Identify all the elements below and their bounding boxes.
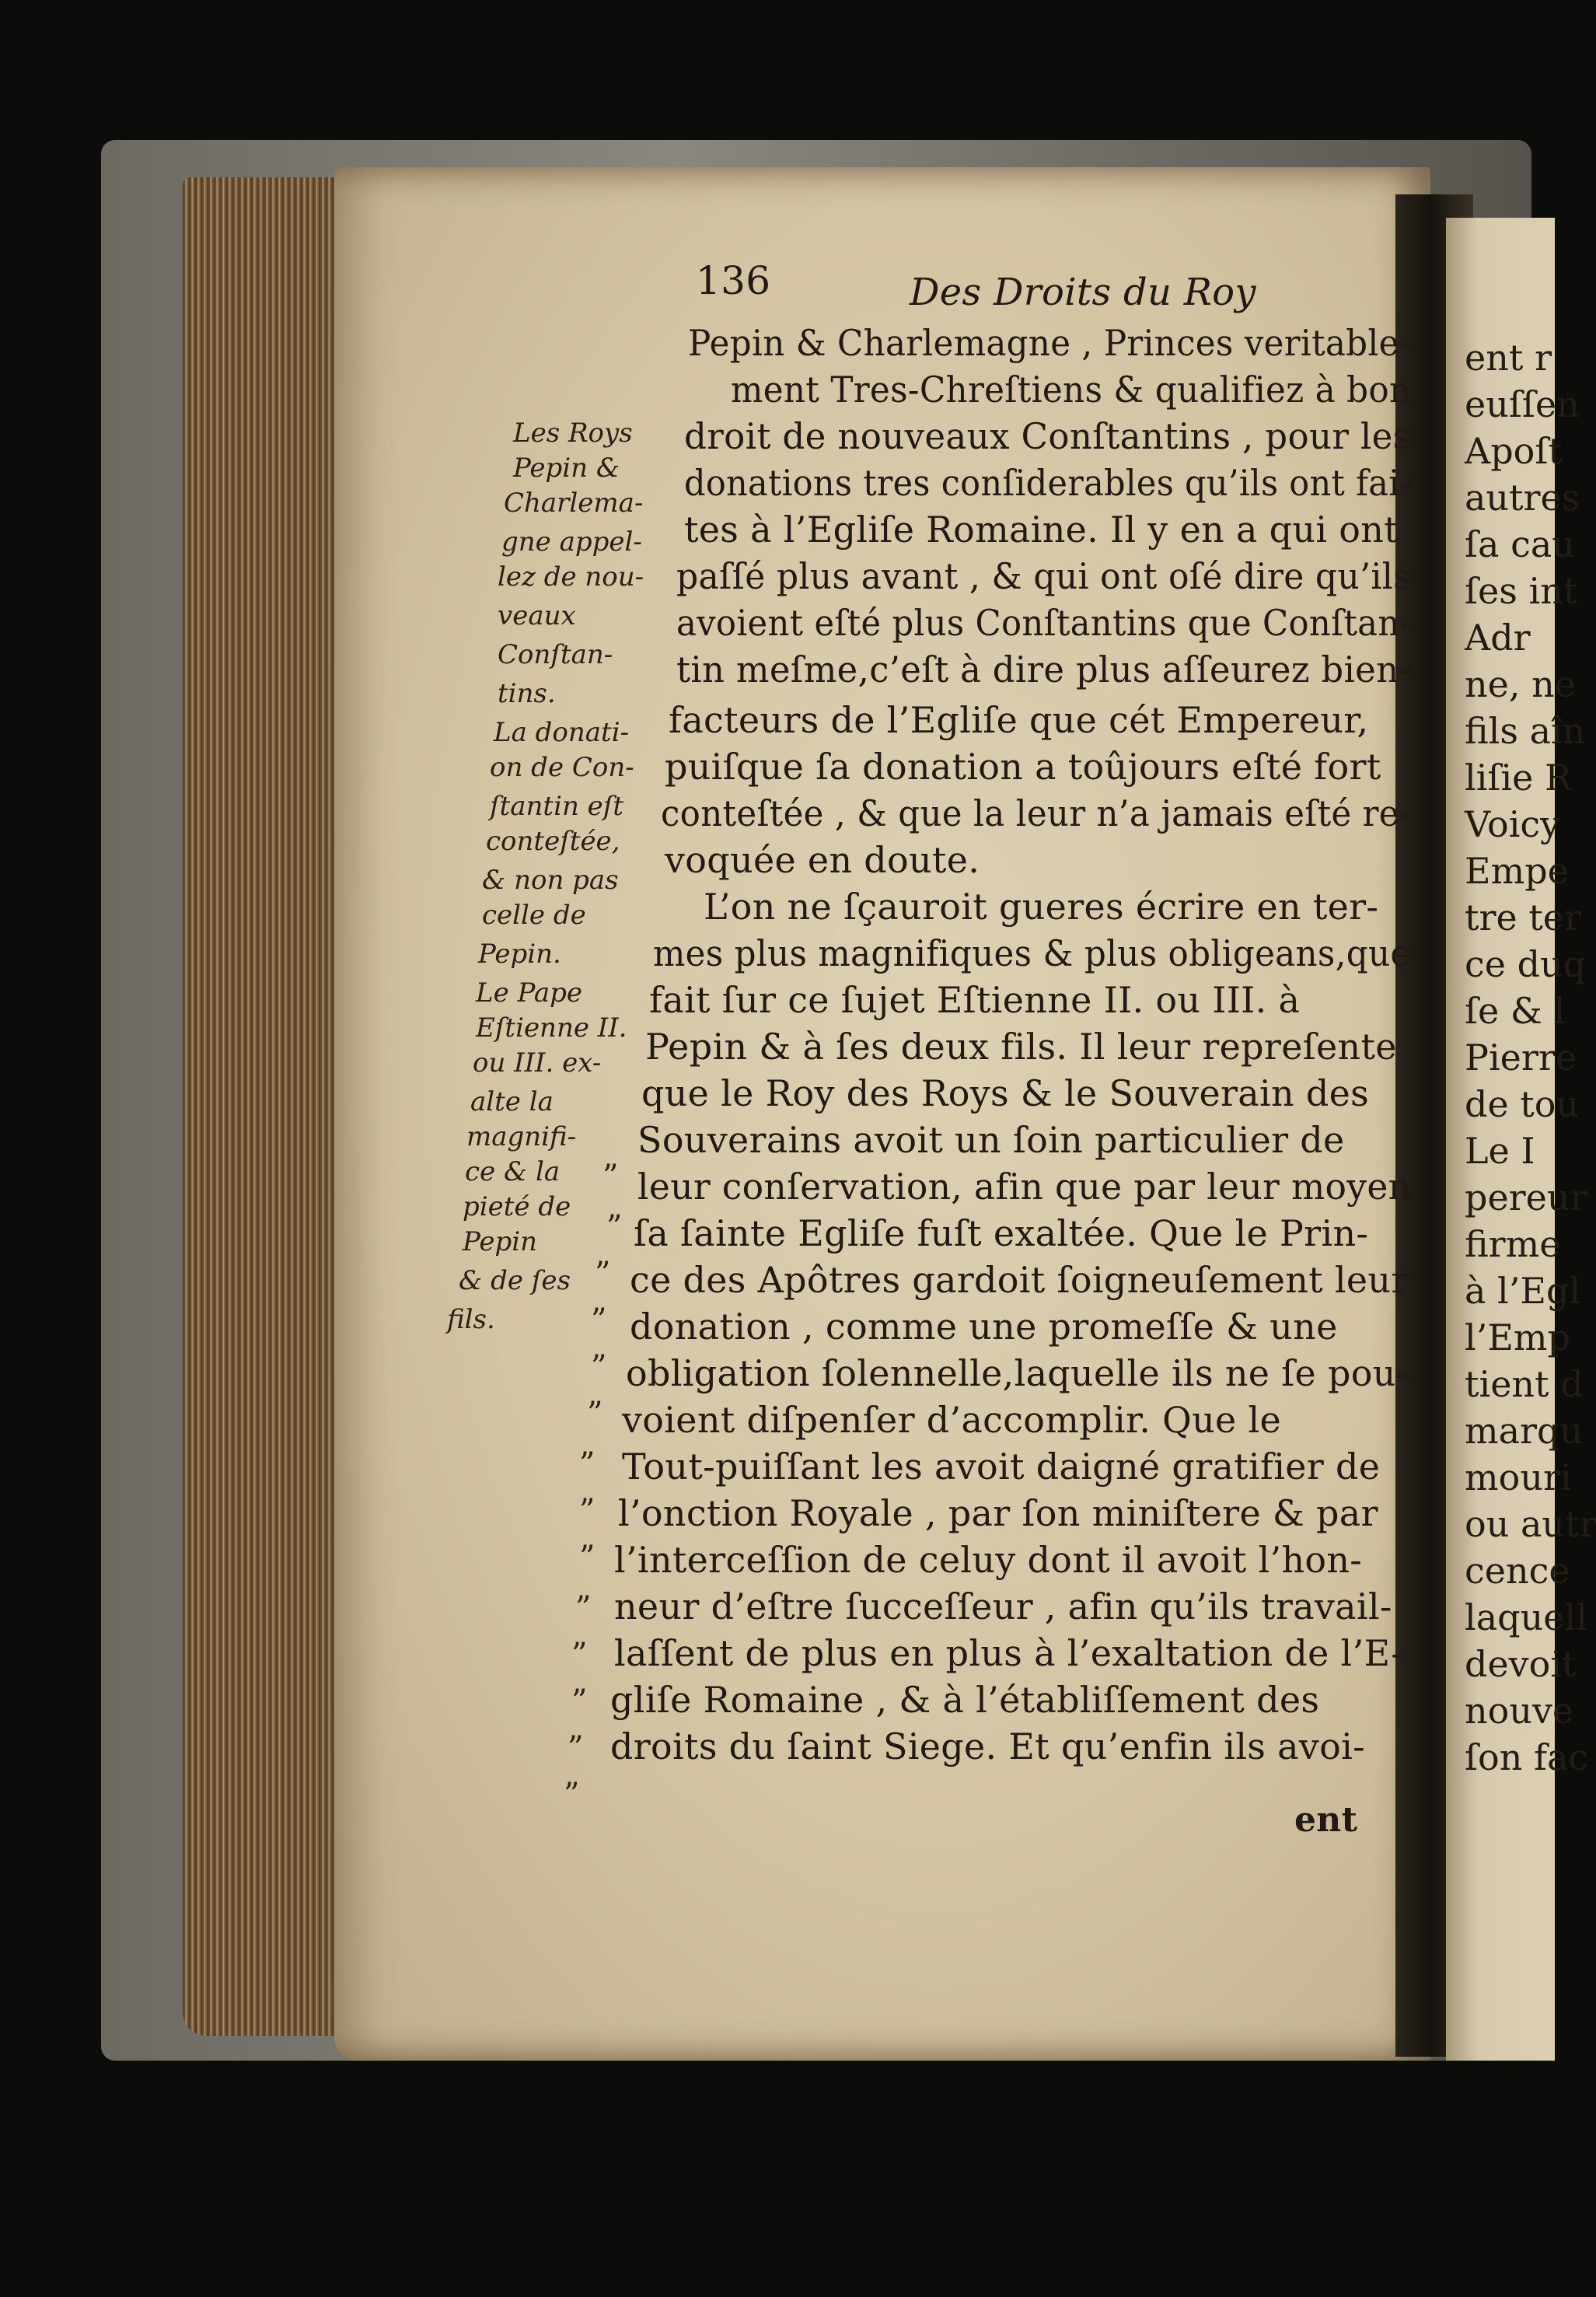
margin-note-line: & non pas [482,865,619,896]
margin-note-line: Conſtan- [498,639,613,670]
facing-page-line: Le I [1465,1130,1535,1172]
facing-page-line: ou autr [1465,1503,1596,1545]
facing-page-line: ſa cau [1465,523,1575,565]
margin-note-line: ou III. ex- [473,1047,602,1079]
body-line: Pepin & à ſes deux fils. Il leur repreſente [645,1026,1397,1068]
margin-note-line: Pepin. [478,939,561,970]
margin-note-line: ce & la [465,1156,561,1187]
facing-page-line: Adr [1465,617,1531,659]
body-line: ment Tres-Chreſtiens & qualifiez à bon [731,369,1412,411]
facing-page-line: ſe & l [1465,990,1566,1032]
body-line: puiſque ſa donation a toûjours eſté fort [665,746,1381,788]
margin-note-line: La donati- [494,717,630,748]
facing-page-line: ſon fac [1465,1736,1589,1778]
margin-note-line: alte la [470,1086,554,1117]
body-line: l’interceſſion de celuy dont il avoit l’hon- [614,1539,1363,1581]
page-number: 136 [696,258,771,303]
facing-page-line: Empe [1465,850,1569,892]
body-line: paſſé plus avant , & qui ont oſé dire qu’ils [676,555,1412,597]
facing-page-line: Voicy [1465,803,1561,845]
body-line: facteurs de l’Egliſe que cét Empereur, [669,699,1369,741]
quote-mark: ” [595,1256,611,1292]
facing-page-line: ne, ne [1465,663,1576,705]
quote-mark: ” [564,1777,580,1813]
facing-page-line: devoit [1465,1643,1577,1685]
body-line: obligation ſolennelle,laquelle ils ne ſe pou- [626,1352,1409,1394]
facing-page-line: autres [1465,477,1580,519]
margin-note-line: magnifi- [466,1121,577,1152]
quote-mark: ” [571,1637,588,1673]
margin-note-line: Les Roys [513,418,633,449]
margin-note-line: Eſtienne II. [476,1012,627,1044]
margin-note-line: on de Con- [490,752,634,783]
quote-mark: ” [579,1493,595,1529]
facing-page-line: tient d [1465,1363,1584,1405]
margin-note-line: veaux [498,600,576,631]
running-head: Des Droits du Roy [910,271,1256,314]
facing-page-line: marqu [1465,1410,1584,1452]
body-line: droits du ſaint Siege. Et qu’enfin ils avoi- [610,1725,1365,1767]
quote-mark: ” [579,1446,595,1482]
body-line: tin meſme,c’eſt à dire plus aſſeurez bien- [676,649,1411,690]
margin-note-line: ſtantin eſt [490,791,624,822]
body-line: Tout-puiſſant les avoit daigné gratifier de [622,1446,1381,1488]
body-line: donation , comme une promeſſe & une [630,1306,1338,1348]
body-line: Pepin & Charlemagne , Princes veritable- [688,322,1411,364]
margin-note-line: gne appel- [501,526,642,558]
body-line: tes à l’Egliſe Romaine. Il y en a qui ont [684,509,1399,551]
body-line: l’onction Royale , par ſon miniſtere & par [618,1492,1378,1534]
margin-note-line: conteſtée, [486,826,620,857]
body-line: conteſtée , & que la leur n’a jamais eſté re- [661,792,1411,834]
quote-mark: ” [602,1159,619,1194]
quote-mark: ” [591,1302,607,1338]
facing-page-line: de tou [1465,1083,1580,1125]
body-line: laſſent de plus en plus à l’exaltation de l’E- [614,1632,1404,1674]
body-line: neur d’eſtre ſucceſſeur , afin qu’ils travail- [614,1586,1392,1627]
quote-mark: ” [575,1590,592,1626]
quote-mark: ” [606,1209,623,1245]
facing-page-line: ſes int [1465,570,1578,612]
margin-note-line: pieté de [463,1191,571,1222]
facing-page-line: euſſen [1465,383,1580,425]
facing-page-line: tre ter [1465,897,1582,939]
facing-page [1446,218,1596,2061]
facing-page-line: pereur [1465,1176,1587,1218]
body-line: ſa ſainte Egliſe fuſt exaltée. Que le Prin- [634,1212,1369,1254]
facing-page-line: ce duq [1465,943,1587,985]
facing-page-line: l’Emp [1465,1316,1570,1358]
quote-mark: ” [571,1683,588,1719]
facing-page-line: liſie R [1465,757,1572,799]
catchword: ent [1294,1800,1358,1840]
margin-note-line: Pepin & [513,453,620,484]
quote-mark: ” [579,1540,595,1575]
body-line: mes plus magnifiques & plus obligeans,que [653,932,1411,974]
body-line: ce des Apôtres gardoit ſoigneuſement leur [630,1259,1409,1301]
quote-mark: ” [587,1396,603,1432]
body-line: fait ſur ce ſujet Eſtienne II. ou III. à [649,979,1301,1021]
facing-page-line: ent r [1465,337,1552,379]
margin-note-line: Pepin [463,1226,538,1257]
facing-page-line: nouve [1465,1690,1574,1732]
body-line: voient diſpenſer d’accomplir. Que le [622,1399,1281,1441]
facing-page-line: à l’Egl [1465,1270,1581,1312]
margin-note-line: Charlema- [504,488,644,519]
body-line: L’on ne ſçauroit gueres écrire en ter- [704,886,1379,928]
facing-page-line: Apoſt [1465,430,1563,472]
margin-note-line: Le Pape [476,977,583,1009]
body-line: droit de nouveaux Conſtantins , pour les [684,415,1412,457]
body-line: gliſe Romaine , & à l’établiſſement des [610,1679,1320,1721]
margin-note-line: & de ſes [459,1265,571,1296]
body-line: leur conſervation, afin que par leur moyen [637,1166,1412,1208]
facing-page-line: cence [1465,1550,1570,1592]
body-line: voquée en doute. [665,839,980,881]
body-line: donations tres conſiderables qu’ils ont fai- [684,462,1412,504]
facing-page-line: mouri [1465,1456,1572,1498]
body-line: avoient eſté plus Conſtantins que Conſtan- [676,602,1412,644]
facing-page-line: laquell [1465,1596,1587,1638]
body-line: Souverains avoit un ſoin particulier de [637,1119,1345,1161]
facing-page-line: Pierre [1465,1037,1577,1079]
facing-page-line: firme [1465,1223,1561,1265]
facing-page-line: fils aîn [1465,710,1586,752]
margin-note-line: lez de nou- [498,561,644,593]
quote-mark: ” [591,1349,607,1385]
body-line: que le Roy des Roys & le Souverain des [641,1072,1370,1114]
quote-mark: ” [568,1730,584,1766]
margin-note-line: fils. [447,1304,495,1335]
margin-note-line: tins. [498,678,556,709]
margin-note-line: celle de [482,900,586,931]
